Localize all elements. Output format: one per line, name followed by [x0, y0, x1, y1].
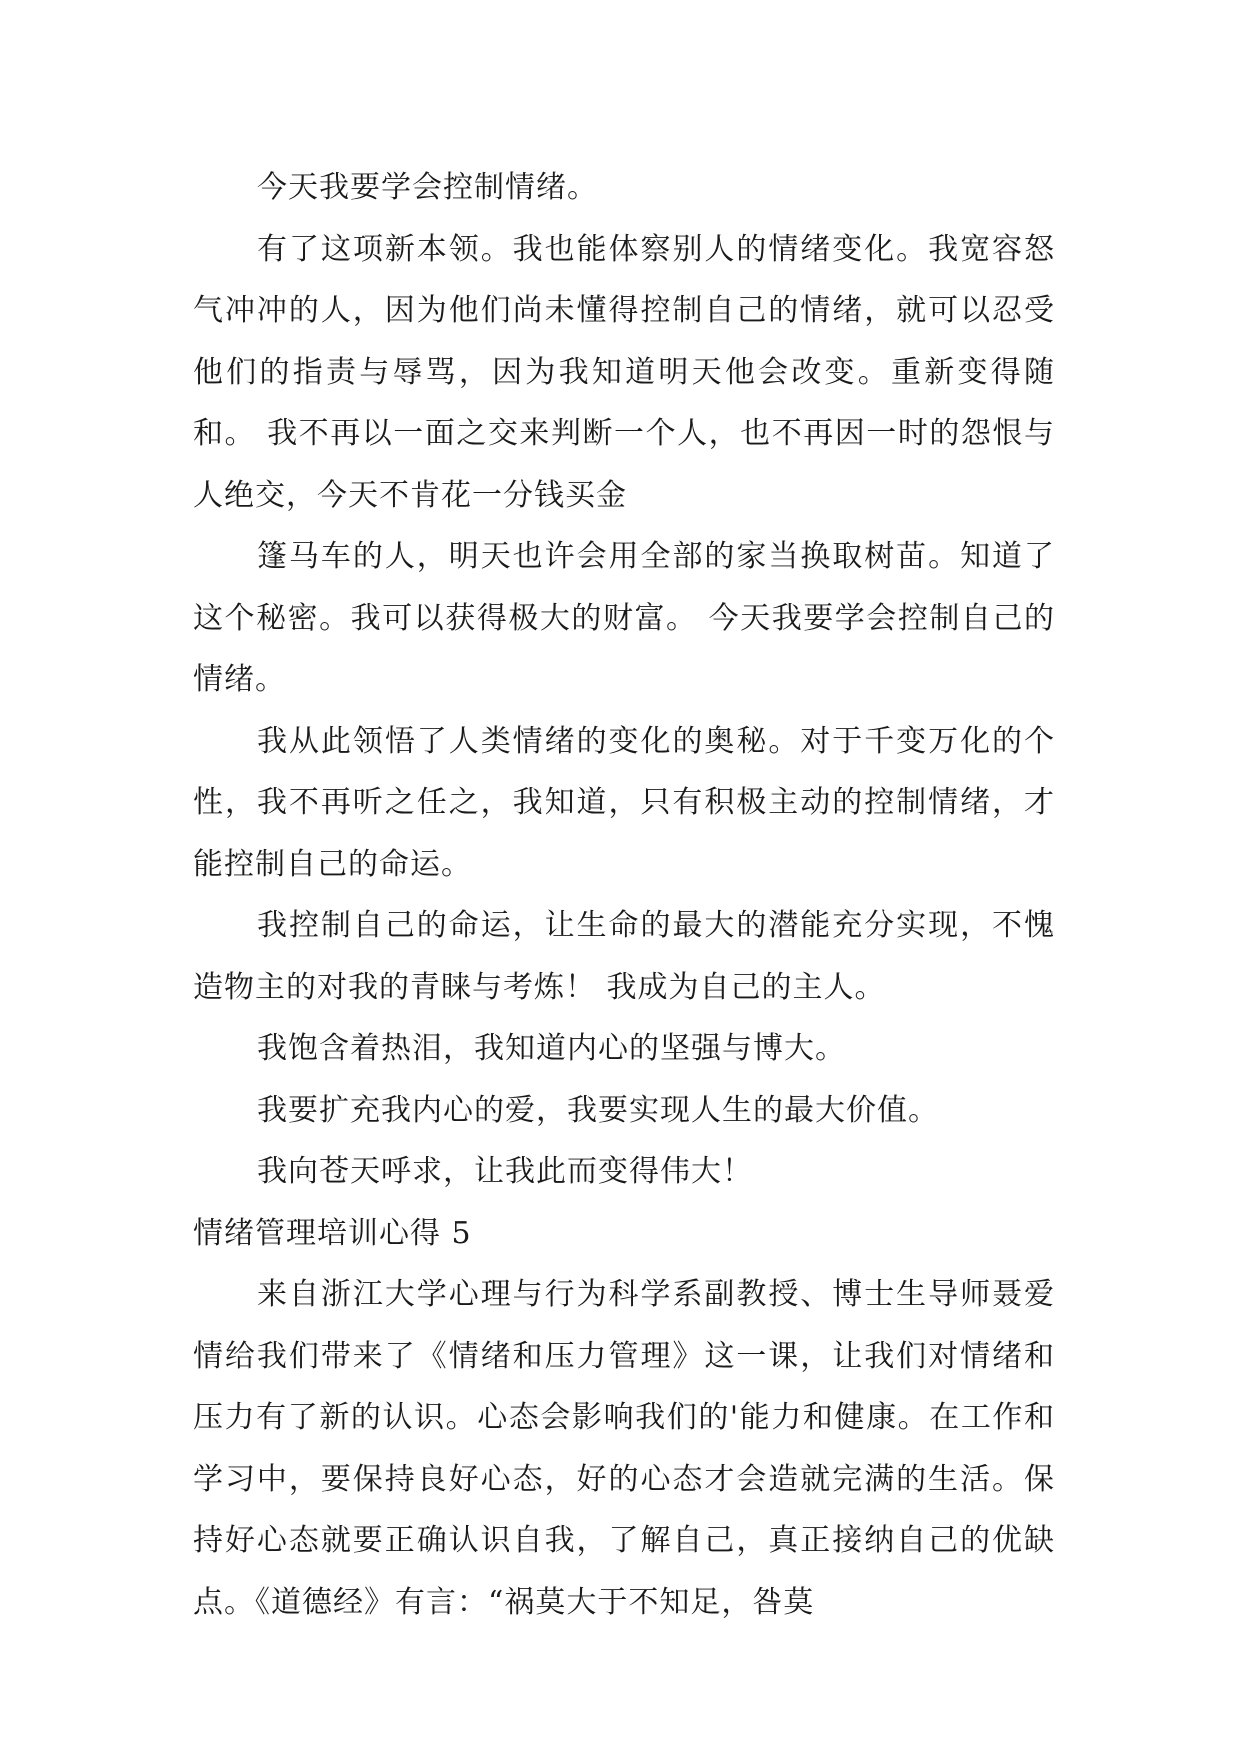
paragraph: 今天我要学会控制情绪。	[257, 170, 598, 205]
paragraph: 我控制自己的命运，让生命的最大的潜能充分实现，不愧造物主的对我的青睐与考炼！ 我成为自己的主人。	[193, 908, 1055, 1005]
section-title: 情绪管理培训心得 5	[193, 1215, 472, 1251]
paragraph: 我从此领悟了人类情绪的变化的奥秘。对于千变万化的个性，我不再听之任之，我知道，只有积极主动的控制情绪，才能控制自己的命运。	[193, 723, 1055, 882]
paragraph: 有了这项新本领。我也能体察别人的情绪变化。我宽容怒气冲冲的人，因为他们尚未懂得控制自己的情绪，就可以忍受他们的指责与辱骂，因为我知道明天他会改变。重新变得随和。 我不再以一面之交来判断一个人，也不再因一时的怨恨与人绝交，今天不肯花一分钱买金	[193, 231, 1055, 513]
paragraph: 篷马车的人，明天也许会用全部的家当换取树苗。知道了这个秘密。我可以获得极大的财富。 今天我要学会控制自己的情绪。	[193, 539, 1055, 697]
section-paragraph: 来自浙江大学心理与行为科学系副教授、博士生导师聂爱情给我们带来了《情绪和压力管理》这一课，让我们对情绪和压力有了新的认识。心态会影响我们的'能力和健康。在工作和学习中，要保持良好心态，好的心态才会造就完满的生活。保持好心态就要正确认识自我，了解自己，真正接纳自己的优缺点。《道德经》有言：“祸莫大于不知足，咎莫	[193, 1277, 1055, 1620]
paragraph: 我向苍天呼求，让我此而变得伟大！	[257, 1154, 753, 1189]
paragraph: 我要扩充我内心的爱，我要实现人生的最大价值。	[257, 1092, 939, 1128]
paragraph: 我饱含着热泪，我知道内心的坚强与博大。	[257, 1031, 846, 1066]
document-page	[193, 157, 1055, 1633]
